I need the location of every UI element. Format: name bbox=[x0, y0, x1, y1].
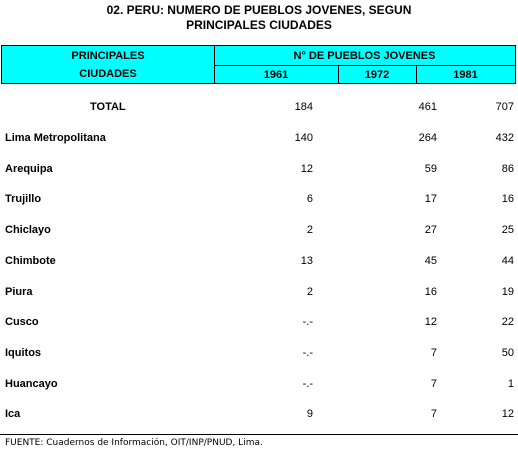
header-year-1961: 1961 bbox=[263, 69, 289, 81]
table-title-line2: PRINCIPALES CIUDADES bbox=[186, 18, 332, 32]
value-1981: 12 bbox=[501, 408, 514, 420]
value-1981: 50 bbox=[501, 347, 514, 359]
value-1972: 264 bbox=[418, 132, 437, 144]
value-1981: 16 bbox=[501, 193, 514, 205]
table-row bbox=[0, 253, 518, 269]
value-1961: -.- bbox=[302, 378, 313, 390]
value-1981: 22 bbox=[501, 316, 514, 328]
table-title-line1: 02. PERU: NUMERO DE PUEBLOS JOVENES, SEGUN bbox=[106, 3, 412, 17]
table-row bbox=[0, 191, 518, 207]
value-1972: 461 bbox=[418, 101, 437, 113]
table-row bbox=[0, 345, 518, 361]
header-year-1972: 1972 bbox=[364, 69, 390, 81]
header-group-label: N° DE PUEBLOS JOVENES bbox=[293, 50, 436, 62]
value-1961: 2 bbox=[306, 224, 313, 236]
value-1972: 59 bbox=[424, 163, 437, 175]
value-1972: 27 bbox=[424, 224, 437, 236]
value-1972: 7 bbox=[430, 408, 437, 420]
table-row bbox=[0, 99, 518, 115]
value-1981: 44 bbox=[501, 255, 514, 267]
city-name: Lima Metropolitana bbox=[5, 132, 106, 144]
city-name: Chiclayo bbox=[5, 224, 51, 236]
table-row bbox=[0, 284, 518, 300]
header-year-1981: 1981 bbox=[453, 69, 478, 81]
value-1981: 1 bbox=[507, 378, 514, 390]
value-1961: 13 bbox=[300, 255, 313, 267]
city-name: Trujillo bbox=[5, 193, 42, 205]
table-row bbox=[0, 314, 518, 330]
value-1972: 12 bbox=[424, 316, 437, 328]
city-name: TOTAL bbox=[90, 101, 126, 113]
value-1961: 6 bbox=[306, 193, 313, 205]
value-1981: 86 bbox=[501, 163, 514, 175]
value-1961: 2 bbox=[306, 286, 313, 298]
value-1972: 16 bbox=[424, 286, 437, 298]
value-1981: 25 bbox=[501, 224, 514, 236]
bottom-rule bbox=[0, 434, 518, 435]
value-1961: 12 bbox=[300, 163, 313, 175]
table-header bbox=[1, 45, 516, 84]
value-1961: 9 bbox=[306, 408, 313, 420]
value-1981: 707 bbox=[495, 101, 514, 113]
value-1972: 17 bbox=[424, 193, 437, 205]
city-name: Cusco bbox=[5, 316, 39, 328]
value-1961: 140 bbox=[294, 132, 313, 144]
header-col1-line2: CIUDADES bbox=[79, 68, 137, 80]
city-name: Chimbote bbox=[5, 255, 56, 267]
value-1972: 45 bbox=[424, 255, 437, 267]
table-row bbox=[0, 161, 518, 177]
value-1961: 184 bbox=[294, 101, 313, 113]
city-name: Iquitos bbox=[5, 347, 42, 359]
table-row bbox=[0, 376, 518, 392]
value-1981: 19 bbox=[501, 286, 514, 298]
city-name: Ica bbox=[5, 408, 21, 420]
value-1961: -.- bbox=[302, 347, 313, 359]
header-divider bbox=[214, 65, 515, 66]
value-1981: 432 bbox=[495, 132, 514, 144]
header-col1-line1: PRINCIPALES bbox=[71, 50, 145, 62]
source-footnote: FUENTE: Cuadernos de Información, OIT/INP/PNUD, Lima. bbox=[5, 438, 263, 448]
table-row bbox=[0, 222, 518, 238]
city-name: Huancayo bbox=[5, 378, 58, 390]
table-row bbox=[0, 130, 518, 146]
value-1961: -.- bbox=[302, 316, 313, 328]
value-1972: 7 bbox=[430, 378, 437, 390]
city-name: Arequipa bbox=[5, 163, 53, 175]
city-name: Piura bbox=[5, 286, 33, 298]
value-1972: 7 bbox=[430, 347, 437, 359]
table-row bbox=[0, 406, 518, 422]
